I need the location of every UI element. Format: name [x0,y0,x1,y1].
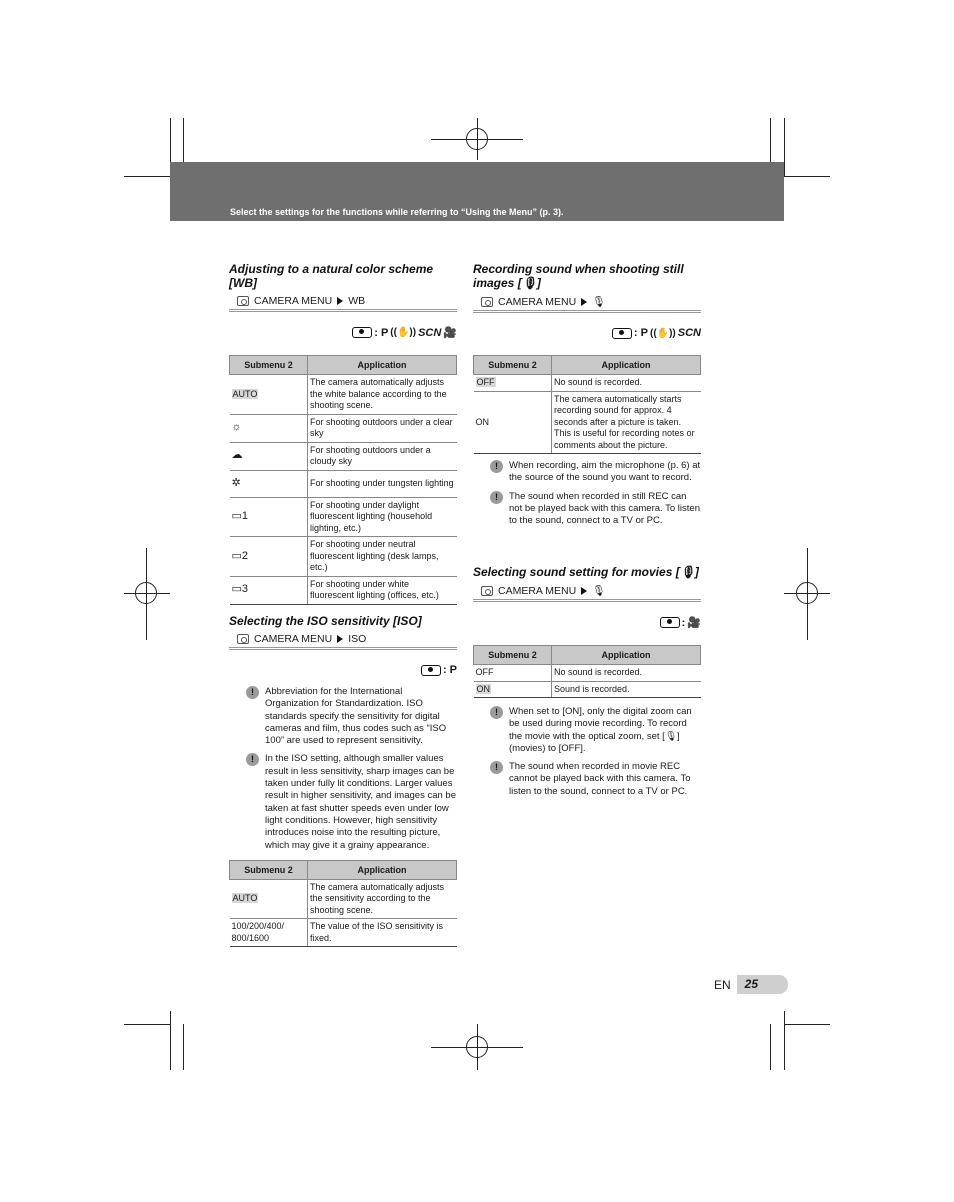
fluorescent-2-icon: ▭2 [230,537,308,577]
menu-prefix: CAMERA MENU [498,295,577,308]
submenu-value: AUTO [232,893,258,904]
rec-still-note-2 [473,491,701,528]
iso-table [229,860,457,948]
camera-menu-icon [237,296,249,306]
application-text: The value of the ISO sensitivity is fixed. [308,919,457,947]
caution-icon: ! [246,753,259,766]
table-row [230,576,457,604]
page-num: 25 [737,975,788,994]
sunny-icon: ☼ [230,414,308,442]
mode-sep: : [681,616,686,629]
header-band [170,162,784,221]
col-header-submenu: Submenu 2 [474,356,552,375]
menu-target: ISO [348,633,367,645]
iso-note-1 [229,686,457,747]
rec-still-modes [473,327,701,339]
menu-target: WB [348,295,366,307]
movie-icon: 🎥 [443,327,457,339]
application-text: For shooting under white fluorescent lighting (offices, etc.) [308,576,457,604]
rec-movie-note-2 [473,761,701,798]
fluorescent-1-icon: ▭1 [230,497,308,537]
col-header-application: Application [552,356,701,375]
submenu-value: ON [474,391,552,454]
rec-still-title: Recording sound when shooting still images [🎙] [473,262,684,290]
wb-table [229,355,457,605]
menu-prefix: CAMERA MENU [498,584,577,597]
rec-movie-title: Selecting sound setting for movies [🎙] [473,565,699,579]
table-row [230,414,457,442]
table-row [474,681,701,698]
iso-title: Selecting the ISO sensitivity [ISO] [229,614,422,628]
hand-shake-icon: ((✋)) [390,327,417,338]
rec-movie-note-1 [473,706,701,755]
menu-prefix: CAMERA MENU [254,295,333,307]
table-row [474,665,701,682]
microphone-icon: 🎙 [592,296,606,308]
submenu-value: 100/200/400/ 800/1600 [230,919,308,947]
submenu-value: ON [476,683,490,694]
note-text: The sound when recorded in still REC can not be played back with this camera. To listen to the sound, connect to a TV or PC. [509,490,700,527]
camera-icon [421,665,441,676]
table-row [230,497,457,537]
wb-menu-path [229,295,457,312]
rec-movie-section [473,565,701,798]
caution-icon: ! [490,761,503,774]
table-row [230,537,457,577]
camera-menu-icon [481,297,493,307]
rec-movie-table [473,645,701,698]
camera-menu-icon [237,634,249,644]
application-text: No sound is recorded. [552,375,701,392]
col-header-submenu: Submenu 2 [474,646,552,665]
cloudy-icon: ☁ [230,442,308,470]
mode-scn: SCN [418,326,442,339]
page-number [714,975,788,994]
iso-section [229,614,457,947]
application-text: The camera automatically adjusts the white balance according to the shooting scene. [308,375,457,415]
iso-note-2 [229,753,457,851]
col-header-application: Application [308,356,457,375]
caution-icon: ! [246,686,259,699]
caution-icon: ! [490,460,503,473]
camera-icon [352,327,372,338]
submenu-value: OFF [474,665,552,682]
tungsten-icon: ✲ [230,470,308,497]
mode-p: : P [374,326,389,339]
table-row [474,375,701,392]
mode-p: : P [442,664,457,676]
col-header-submenu: Submenu 2 [230,356,308,375]
camera-menu-icon [481,586,493,596]
rec-still-section [473,262,701,527]
note-text: In the ISO setting, although smaller values result in less sensitivity, sharp images can be taken under fully lit conditions. Larger values result in higher sensitivity, and images can be taken at fast shutter speeds even under low light conditions. However, high sensitivity introduces noise into the resulting picture, which may give it a grainy appearance. [265,753,456,851]
application-text: For shooting outdoors under a cloudy sky [308,442,457,470]
table-row [230,879,457,919]
application-text: For shooting under daylight fluorescent lighting (household lighting, etc.) [308,497,457,537]
wb-title: Adjusting to a natural color scheme [WB] [229,262,434,290]
application-text: No sound is recorded. [552,665,701,682]
movie-icon: 🎥 [687,617,701,629]
caution-icon: ! [490,491,503,504]
note-text: When set to [ON], only the digital zoom can be used during movie recording. To record the movie with the optical zoom, set [🎙] (movies) to [OFF]. [509,706,692,754]
table-row [230,442,457,470]
col-header-application: Application [308,860,457,879]
iso-modes [229,664,457,676]
rec-movie-modes [473,616,701,629]
table-row [474,391,701,454]
col-header-submenu: Submenu 2 [230,860,308,879]
mode-scn: SCN [677,327,701,339]
submenu-value: OFF [476,377,495,387]
menu-prefix: CAMERA MENU [254,633,333,645]
arrow-right-icon [581,587,587,595]
hand-shake-icon: ((✋)) [649,327,676,339]
rec-still-note-1 [473,460,701,485]
table-row [230,470,457,497]
application-text: For shooting outdoors under a clear sky [308,414,457,442]
application-text: The camera automatically starts recording sound for approx. 4 seconds after a picture is taken. This is useful for recording notes or comments about the picture. [552,391,701,454]
wb-section [229,262,457,605]
note-text: When recording, aim the microphone (p. 6) at the source of the sound you want to record. [509,460,701,484]
table-row [230,375,457,415]
submenu-value: AUTO [232,388,258,399]
application-text: For shooting under neutral fluorescent lighting (desk lamps, etc.) [308,537,457,577]
note-text: Abbreviation for the International Organization for Standardization. ISO standards specify the sensitivity for digital cameras and film, thus codes such as “ISO 100” are used to represent sensitivity. [265,686,447,747]
rec-movie-menu-path [473,584,701,602]
header-instruction: Select the settings for the functions while referring to “Using the Menu” (p. 3). [230,207,564,217]
application-text: For shooting under tungsten lighting [308,470,457,497]
camera-icon [660,617,680,628]
camera-icon [612,328,632,339]
rec-still-table [473,355,701,454]
microphone-icon: 🎙 [592,585,606,597]
caution-icon: ! [490,706,503,719]
page-lang: EN [714,977,731,992]
fluorescent-3-icon: ▭3 [230,576,308,604]
application-text: The camera automatically adjusts the sensitivity according to the shooting scene. [308,879,457,919]
note-text: The sound when recorded in movie REC cannot be played back with this camera. To listen to the sound, connect to a TV or PC. [509,761,691,797]
arrow-right-icon [581,298,587,306]
wb-modes [229,326,457,339]
arrow-right-icon [337,297,343,305]
mode-p: : P [633,327,648,339]
arrow-right-icon [337,635,343,643]
rec-still-menu-path [473,295,701,313]
table-row [230,919,457,947]
iso-menu-path [229,633,457,650]
col-header-application: Application [552,646,701,665]
application-text: Sound is recorded. [552,681,701,698]
